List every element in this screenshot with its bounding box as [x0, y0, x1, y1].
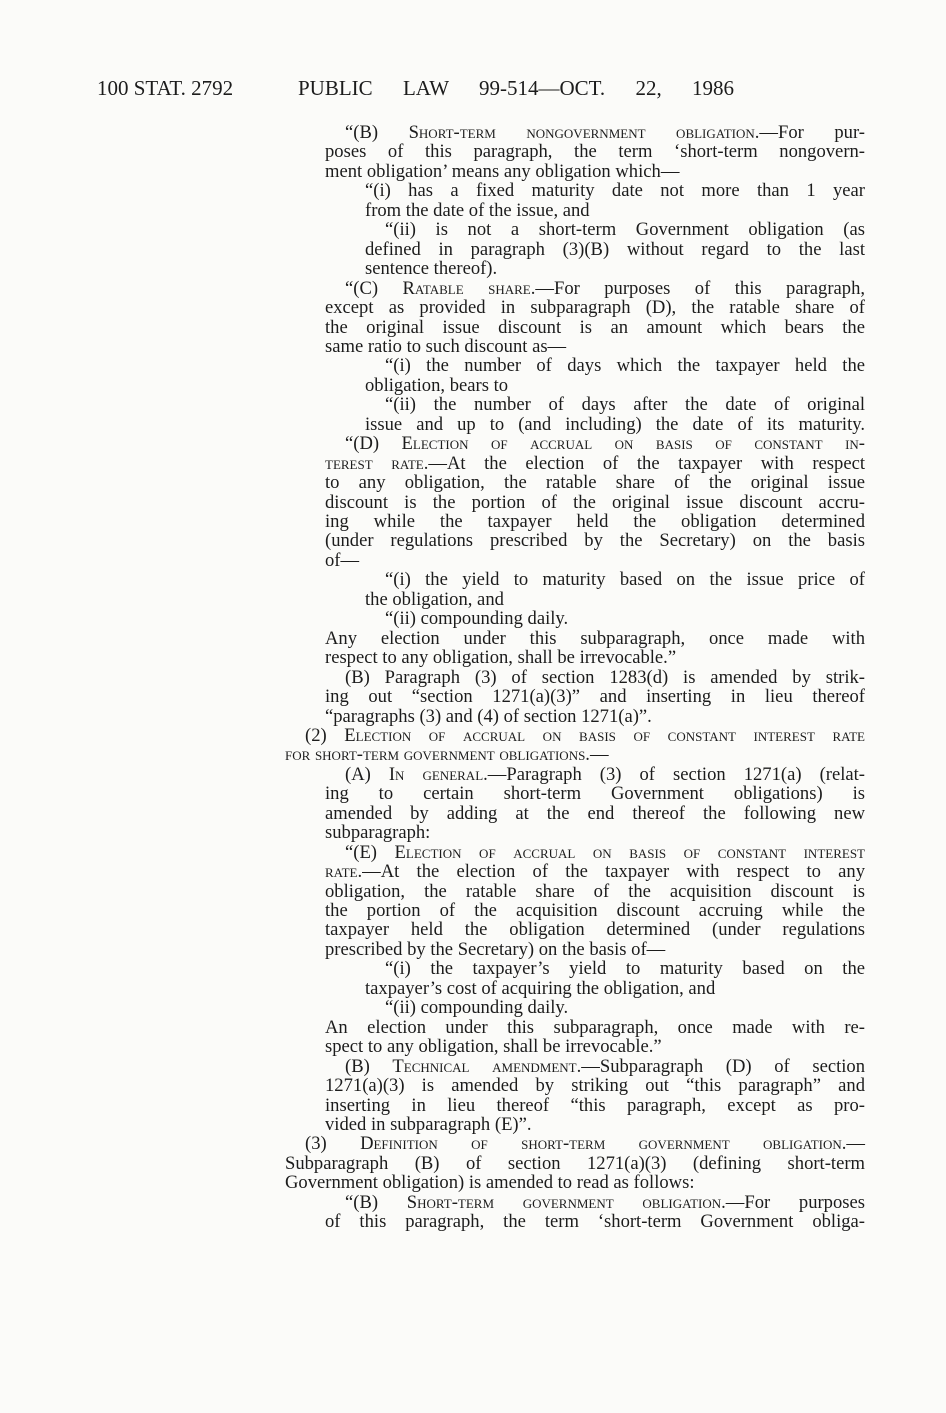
section-heading: Short-term nongovernment obligation.	[408, 122, 760, 143]
line-text: (2)	[305, 724, 345, 746]
line-text: obligation, bears to	[365, 374, 509, 396]
line-text: (under regulations prescribed by the Secretary) on the basis	[325, 530, 865, 552]
line-text: ing while the taxpayer held the obligation determined	[325, 511, 865, 532]
text-line	[345, 279, 865, 299]
text-line	[325, 901, 865, 921]
running-head-public-law: PUBLIC LAW 99-514—OCT. 22, 1986	[298, 76, 734, 100]
page-stat-reference: 100 STAT. 2792	[97, 76, 234, 100]
line-text: —For purposes of this paragraph,	[535, 277, 866, 299]
text-line	[325, 142, 865, 162]
line-text: —For purposes	[725, 1191, 865, 1213]
text-line	[385, 570, 865, 590]
line-text: —Subparagraph (D) of section	[581, 1055, 865, 1077]
line-text: “(ii) compounding daily.	[385, 997, 569, 1019]
text-line	[325, 531, 865, 551]
line-text: (B) Paragraph (3) of section 1283(d) is amended by strik-	[345, 666, 865, 688]
text-line	[325, 648, 865, 668]
text-line	[285, 1173, 865, 1193]
text-line	[345, 843, 865, 863]
text-line	[325, 940, 865, 960]
line-text: “(B)	[345, 122, 409, 143]
line-text: —	[846, 1133, 865, 1155]
text-line	[305, 726, 865, 746]
section-heading: Election of accrual on basis of constant interest	[394, 841, 865, 863]
line-text: —For pur-	[759, 122, 865, 143]
line-text: to any obligation, the ratable share of the original issue	[325, 472, 865, 494]
text-line	[325, 318, 865, 338]
line-text: prescribed by the Secretary) on the basis of—	[325, 938, 666, 960]
line-text: sentence thereof).	[365, 258, 498, 280]
text-line	[345, 765, 865, 785]
text-line	[325, 920, 865, 940]
text-line	[385, 356, 865, 376]
text-line	[305, 1134, 865, 1154]
text-line	[325, 1212, 865, 1232]
line-text: from the date of the issue, and	[365, 199, 590, 221]
text-line	[325, 551, 865, 571]
line-text: obligation, the ratable share of the acquisition discount is	[325, 880, 865, 902]
line-text: “(ii) the number of days after the date of original	[385, 394, 865, 416]
line-text: issue and up to (and including) the date of its maturity.	[365, 413, 865, 435]
line-text: ing to certain short-term Government obligations) is	[325, 783, 865, 805]
section-heading: terest rate.	[325, 452, 429, 474]
text-line	[365, 376, 865, 396]
line-text: subparagraph:	[325, 822, 431, 844]
text-line	[325, 823, 865, 843]
text-line	[385, 998, 865, 1018]
text-line	[325, 1076, 865, 1096]
line-text: “(B)	[345, 1191, 407, 1213]
line-text: ing out “section 1271(a)(3)” and inserting in lieu thereof	[325, 686, 865, 708]
line-text: of—	[325, 549, 360, 571]
text-line	[365, 979, 865, 999]
section-heading: Technical amendment.	[392, 1055, 582, 1077]
line-text: of this paragraph, the term ‘short-term Government obliga-	[325, 1211, 865, 1233]
text-line	[325, 1115, 865, 1135]
line-text: “(ii) is not a short-term Government obligation (as	[385, 219, 865, 241]
text-line	[285, 1154, 865, 1174]
line-text: the portion of the acquisition discount accruing while the	[325, 900, 865, 921]
text-line	[345, 434, 865, 454]
text-line	[345, 1057, 865, 1077]
line-text: taxpayer’s cost of acquiring the obligation, and	[365, 977, 716, 999]
text-line	[365, 590, 865, 610]
text-line	[325, 493, 865, 513]
text-line	[325, 629, 865, 649]
line-text: respect to any obligation, shall be irrevocable.”	[325, 647, 677, 669]
line-text: Any election under this subparagraph, once made with	[325, 627, 865, 649]
line-text: spect to any obligation, shall be irrevocable.”	[325, 1036, 662, 1058]
text-line	[325, 162, 865, 182]
line-text: Government obligation) is amended to read as follows:	[285, 1172, 695, 1194]
line-text: defined in paragraph (3)(B) without regard to the last	[365, 238, 865, 260]
text-line	[325, 862, 865, 882]
line-text: —	[589, 744, 609, 766]
section-heading: Election of accrual on basis of constant interest rate	[344, 724, 865, 746]
line-text: vided in subparagraph (E)”.	[325, 1113, 532, 1135]
section-heading: Short-term government obligation.	[406, 1191, 726, 1213]
text-line	[365, 240, 865, 260]
text-line	[365, 201, 865, 221]
line-text: “(i) the number of days which the taxpayer held the	[385, 355, 865, 377]
section-heading: In general.	[388, 763, 488, 785]
line-text: inserting in lieu thereof “this paragraph, except as pro-	[325, 1094, 865, 1116]
line-text: taxpayer held the obligation determined (under regulations	[325, 919, 865, 941]
line-text: “(D)	[345, 433, 402, 455]
line-text: poses of this paragraph, the term ‘short-term nongovern-	[325, 141, 865, 163]
text-line	[325, 707, 865, 727]
line-text: —At the election of the taxpayer with respect to any	[362, 861, 865, 883]
text-line	[325, 454, 865, 474]
line-text: the original issue discount is an amount which bears the	[325, 316, 865, 338]
line-text: —At the election of the taxpayer with respect	[428, 452, 865, 474]
text-line	[365, 259, 865, 279]
text-line	[385, 395, 865, 415]
text-line	[325, 473, 865, 493]
text-line	[325, 1096, 865, 1116]
line-text: “(C)	[345, 277, 403, 299]
line-text: “(i) the taxpayer’s yield to maturity based on the	[385, 958, 865, 980]
line-text: the obligation, and	[365, 588, 504, 610]
section-heading: rate.	[325, 861, 363, 883]
line-text: same ratio to such discount as—	[325, 335, 567, 357]
line-text: “(E)	[345, 841, 395, 863]
text-line	[325, 1018, 865, 1038]
text-line	[385, 609, 865, 629]
line-text: “(i) the yield to maturity based on the issue price of	[385, 569, 865, 591]
text-line	[325, 512, 865, 532]
text-line	[325, 687, 865, 707]
text-line	[345, 1193, 865, 1213]
line-text: discount is the portion of the original issue discount accru-	[325, 491, 865, 513]
line-text: 1271(a)(3) is amended by striking out “this paragraph” and	[325, 1075, 865, 1097]
line-text: (A)	[345, 763, 389, 785]
text-line	[365, 415, 865, 435]
text-line	[325, 784, 865, 804]
section-heading: Definition of short-term government obligation.	[360, 1133, 847, 1155]
text-line	[285, 745, 865, 765]
text-line	[325, 882, 865, 902]
line-text: except as provided in subparagraph (D), the ratable share of	[325, 297, 865, 319]
text-line	[325, 1037, 865, 1057]
line-text: “paragraphs (3) and (4) of section 1271(a)”.	[325, 705, 652, 727]
text-line	[325, 804, 865, 824]
line-text: amended by adding at the end thereof the following new	[325, 802, 865, 824]
line-text: An election under this subparagraph, once made with re-	[325, 1016, 865, 1038]
section-heading: Ratable share.	[402, 277, 536, 299]
line-text: —Paragraph (3) of section 1271(a) (relat-	[487, 763, 865, 785]
text-line	[325, 298, 865, 318]
line-text: (3)	[305, 1133, 361, 1155]
text-line	[385, 220, 865, 240]
section-heading: Election of accrual on basis of constant in-	[401, 433, 865, 455]
line-text: “(ii) compounding daily.	[385, 608, 569, 630]
line-text: “(i) has a fixed maturity date not more than 1 year	[365, 180, 865, 202]
line-text: ment obligation’ means any obligation which—	[325, 160, 680, 182]
text-line	[325, 337, 865, 357]
text-line	[345, 123, 865, 143]
line-text: (B)	[345, 1055, 393, 1077]
text-line	[385, 959, 865, 979]
text-line	[365, 181, 865, 201]
line-text: Subparagraph (B) of section 1271(a)(3) (defining short-term	[285, 1152, 865, 1174]
text-line	[345, 668, 865, 688]
section-heading: for short-term government obligations.	[285, 744, 590, 766]
